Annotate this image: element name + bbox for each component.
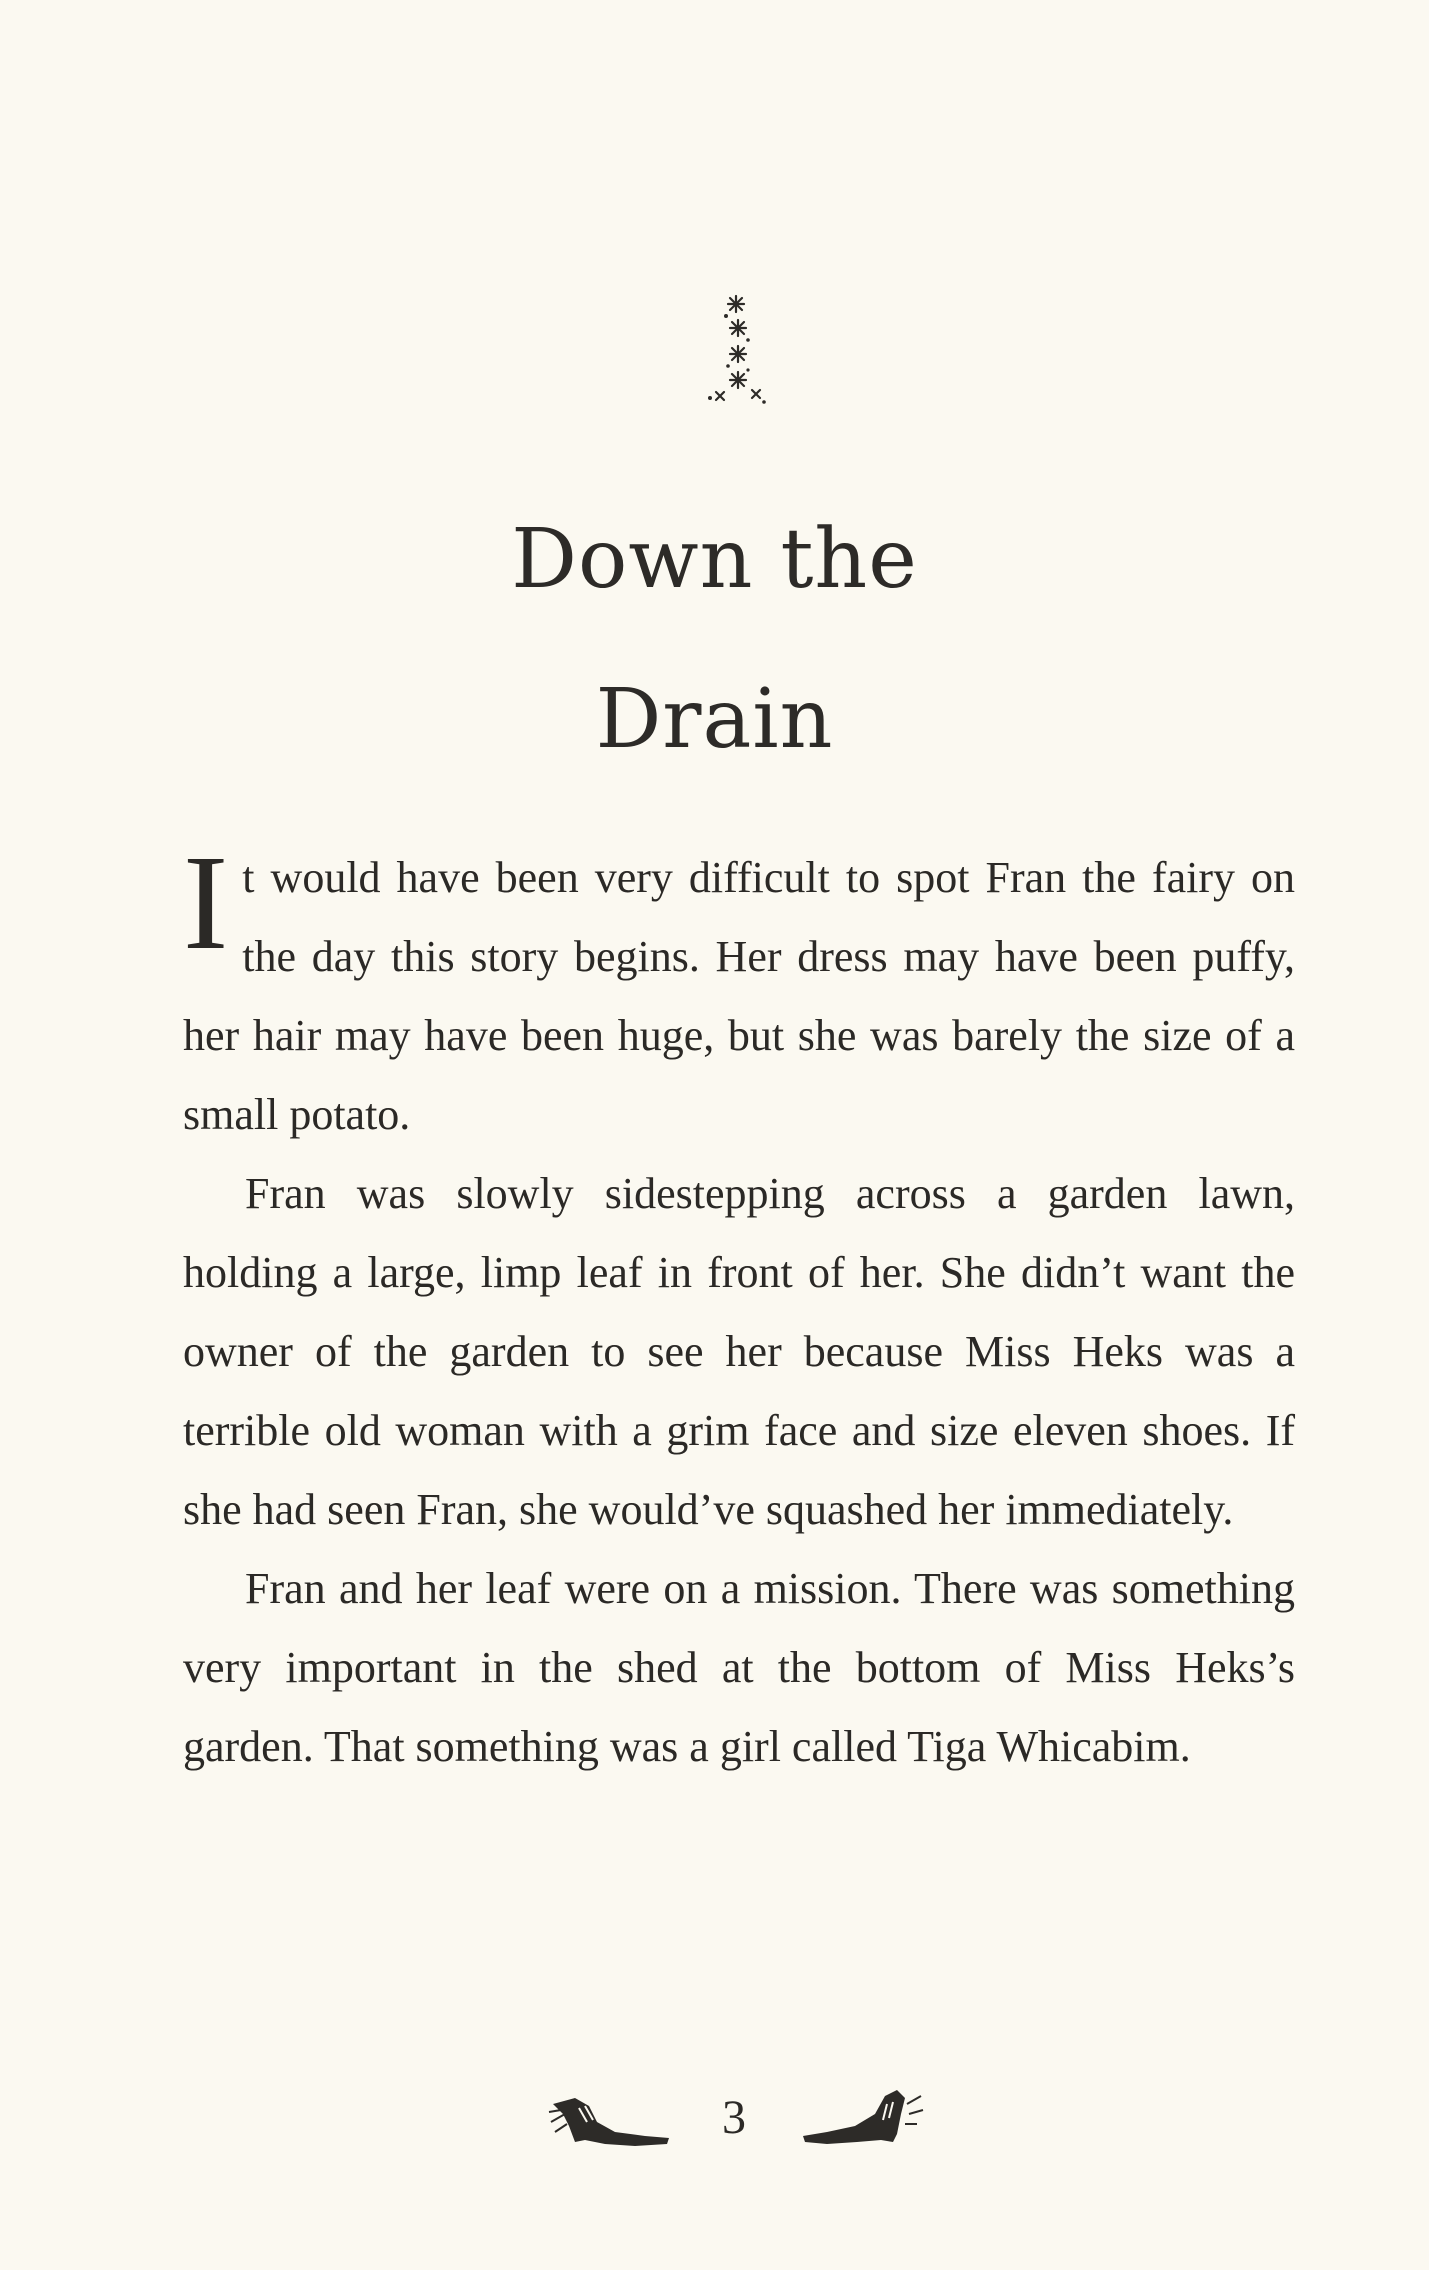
chapter-number-sparkle-one — [700, 290, 770, 420]
chapter-title-line-2: Drain — [595, 672, 834, 767]
paragraph-1 — [183, 828, 1295, 1154]
chapter-body — [183, 828, 1295, 1786]
left-shoe-icon — [545, 2092, 675, 2152]
paragraph-1-text: t would have been very difficult to spot Fran the fairy on the day this story begins. Her dress may have been puffy, her hair may have been huge, but she was barely the size of a small potato. — [183, 853, 1295, 1139]
paragraph-3: Fran and her leaf were on a mission. There was something very important in the shed at the bottom of Miss Heks’s garden. That something was a girl called Tiga Whicabim. — [183, 1564, 1295, 1771]
drop-cap: I — [183, 828, 229, 978]
page-number: 3 — [722, 2091, 746, 2144]
chapter-title-line-1: Down the — [511, 512, 918, 607]
chapter-title — [0, 480, 1429, 800]
page-footer — [0, 2080, 1429, 2170]
paragraph-2: Fran was slowly sidestepping across a garden lawn, holding a large, limp leaf in front of her. She didn’t want the owner of the garden to see her because Miss Heks was a terrible old woman with a grim face and size eleven shoes. If she had seen Fran, she would’ve squashed her immediately. — [183, 1169, 1295, 1534]
right-shoe-icon — [797, 2084, 927, 2152]
